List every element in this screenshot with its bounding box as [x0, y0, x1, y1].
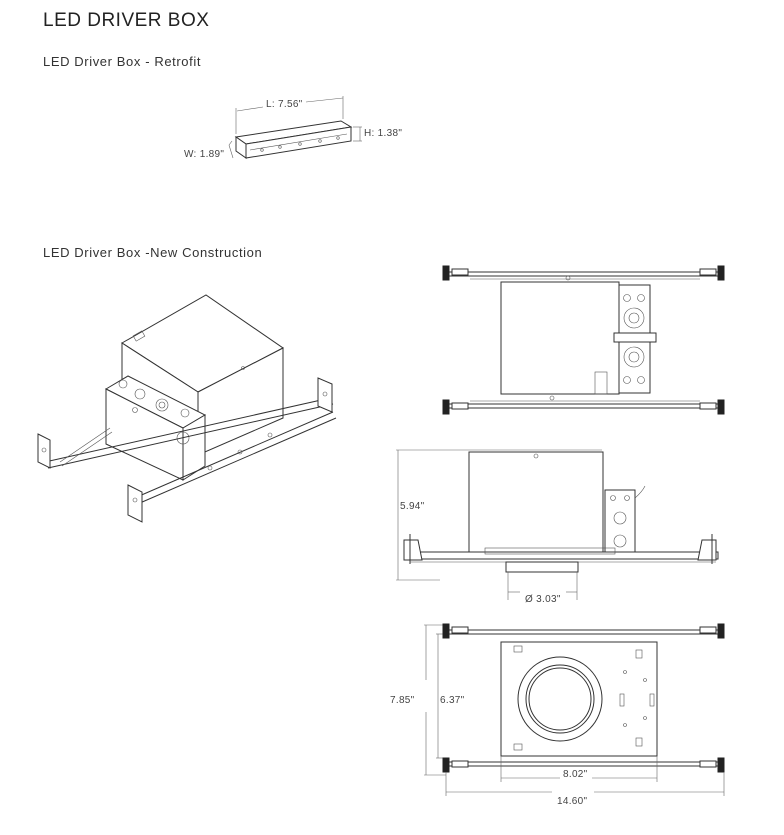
side-view-height-label: 5.94" [400, 501, 425, 512]
top-view-drawing [443, 266, 724, 414]
bottom-view-overall-depth-label: 7.85" [390, 695, 415, 706]
retrofit-heading: LED Driver Box - Retrofit [43, 54, 202, 69]
retrofit-width-label: W: 1.89" [184, 149, 225, 160]
side-view-drawing [396, 450, 718, 605]
side-view-hole-label: Ø 3.03" [525, 594, 561, 605]
retrofit-height-label: H: 1.38" [364, 128, 403, 139]
bottom-view-plate-width-label: 8.02" [563, 769, 588, 780]
bottom-view-drawing [390, 624, 724, 807]
page-title: LED DRIVER BOX [43, 10, 210, 31]
new-construction-heading: LED Driver Box -New Construction [43, 245, 263, 260]
bottom-view-overall-width-label: 14.60" [557, 796, 588, 807]
isometric-new-construction-drawing [38, 295, 336, 522]
retrofit-box-drawing [184, 96, 402, 160]
retrofit-length-label: L: 7.56" [266, 99, 303, 110]
bottom-view-plate-depth-label: 6.37" [440, 695, 465, 706]
